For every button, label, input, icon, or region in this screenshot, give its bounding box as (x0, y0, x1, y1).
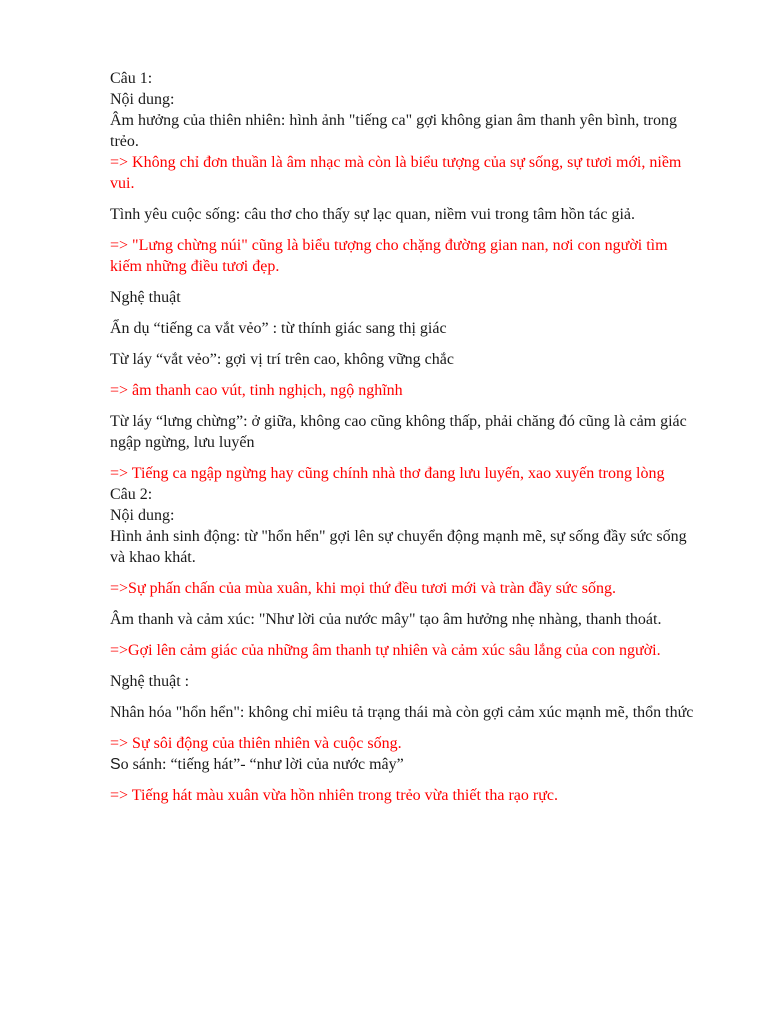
cau1-heading: Câu 1: (110, 70, 153, 87)
cau2-paragraph-4 (110, 754, 700, 775)
cau1-paragraph-5: Từ láy “lưng chừng”: ở giữa, không cao cũng không thấp, phải chăng đó cũng là cảm giác ngập ngừng, lưu luyến (110, 413, 687, 451)
cau1-noi-dung-label: Nội dung: (110, 91, 175, 108)
cau1-paragraph-1: Âm hưởng của thiên nhiên: hình ảnh "tiếng ca" gợi không gian âm thanh yên bình, trong trẻo. (110, 112, 677, 150)
cau2-emphasis-4: => Tiếng hát màu xuân vừa hồn nhiên trong trẻo vừa thiết tha rạo rực. (110, 787, 558, 804)
cau1-emphasis-1: => Không chỉ đơn thuần là âm nhạc mà còn là biểu tượng của sự sống, sự tươi mới, niềm vui. (110, 154, 682, 192)
cau2-paragraph-4-rest: o sánh: “tiếng hát”- “như lời của nước mây” (120, 756, 404, 773)
cau2-emphasis-3: => Sự sôi động của thiên nhiên và cuộc sống. (110, 735, 402, 752)
cau2-nghe-thuat-label: Nghệ thuật : (110, 673, 190, 690)
cau2-heading: Câu 2: (110, 486, 153, 503)
cau1-emphasis-3: => âm thanh cao vút, tinh nghịch, ngộ nghĩnh (110, 382, 403, 399)
document-page (110, 68, 700, 806)
cau2-paragraph-4-first-letter: S (110, 756, 121, 773)
cau2-emphasis-2: =>Gợi lên cảm giác của những âm thanh tự nhiên và cảm xúc sâu lắng của con người. (110, 642, 661, 659)
cau2-paragraph-1: Hình ảnh sinh động: từ "hổn hển" gợi lên sự chuyển động mạnh mẽ, sự sống đầy sức sống và khao khát. (110, 528, 687, 566)
cau1-paragraph-4: Từ láy “vắt vẻo”: gợi vị trí trên cao, không vững chắc (110, 351, 454, 368)
cau1-paragraph-3: Ẩn dụ “tiếng ca vắt vẻo” : từ thính giác sang thị giác (110, 320, 447, 337)
cau1-emphasis-4: => Tiếng ca ngập ngừng hay cũng chính nhà thơ đang lưu luyến, xao xuyến trong lòng (110, 465, 665, 482)
cau1-paragraph-2: Tình yêu cuộc sống: câu thơ cho thấy sự lạc quan, niềm vui trong tâm hồn tác giả. (110, 206, 635, 223)
cau2-noi-dung-label: Nội dung: (110, 507, 175, 524)
cau1-emphasis-2: => "Lưng chừng núi" cũng là biểu tượng cho chặng đường gian nan, nơi con người tìm kiếm những điều tươi đẹp. (110, 237, 668, 275)
cau1-nghe-thuat-label: Nghệ thuật (110, 289, 181, 306)
cau2-paragraph-3: Nhân hóa "hổn hển": không chỉ miêu tả trạng thái mà còn gợi cảm xúc mạnh mẽ, thổn thức (110, 704, 694, 721)
cau2-paragraph-2: Âm thanh và cảm xúc: "Như lời của nước mây" tạo âm hưởng nhẹ nhàng, thanh thoát. (110, 611, 662, 628)
cau2-emphasis-1: =>Sự phấn chấn của mùa xuân, khi mọi thứ đều tươi mới và tràn đầy sức sống. (110, 580, 617, 597)
